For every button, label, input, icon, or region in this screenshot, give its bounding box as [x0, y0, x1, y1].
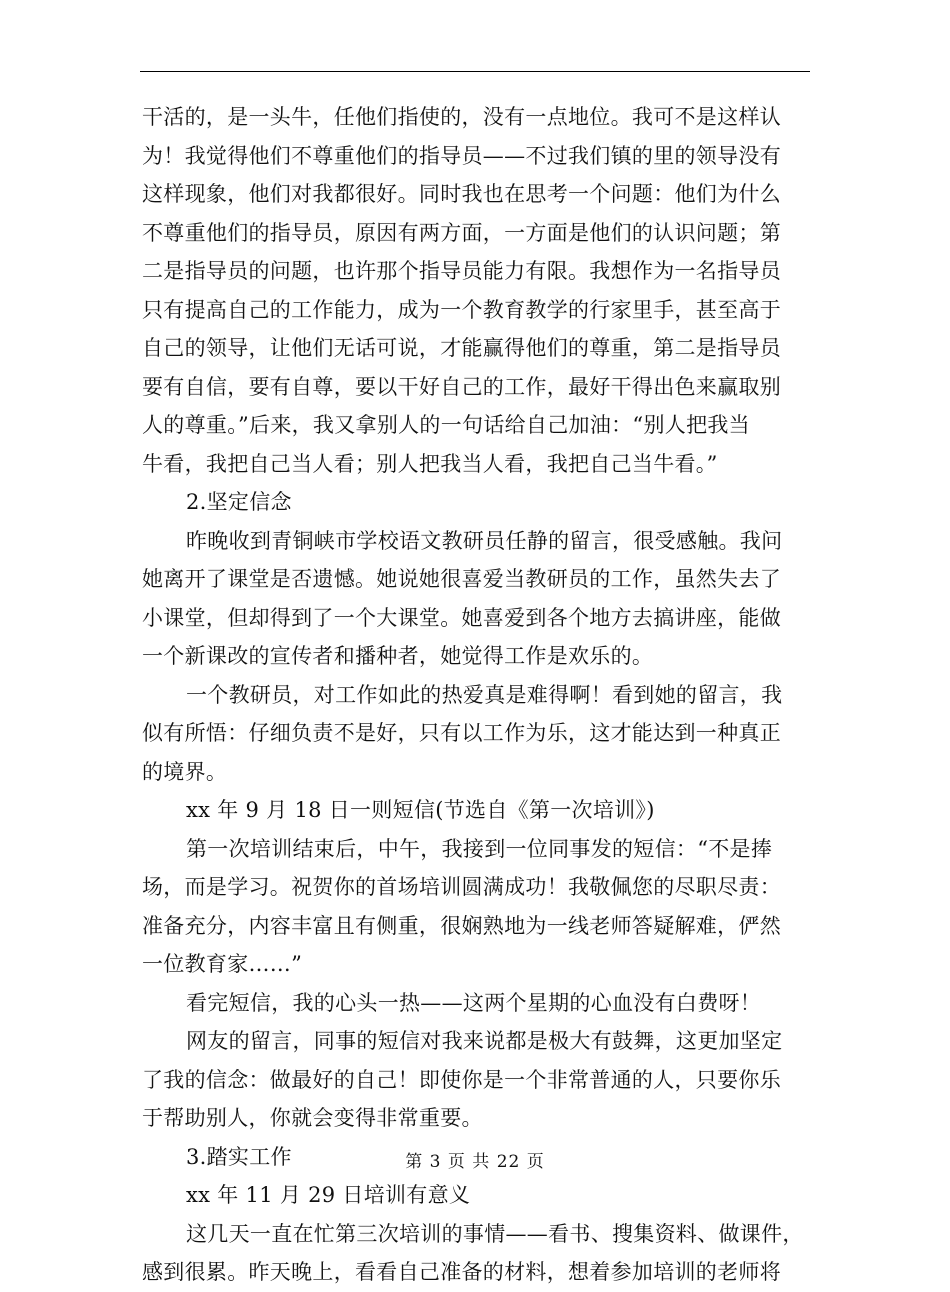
text-line: 这样现象，他们对我都很好。同时我也在思考一个问题：他们为什么	[142, 182, 781, 206]
text-line: 了我的信念：做最好的自己！即使你是一个非常普通的人，只要你乐	[142, 1067, 781, 1092]
page-footer: 第 3 页 共 22 页	[405, 1152, 545, 1172]
text-line: 为！我觉得他们不尊重他们的指导员——不过我们镇的里的领导没有	[142, 143, 781, 168]
text-line: xx 年 9 月 18 日一则短信(节选自《第一次培训》)	[186, 798, 655, 822]
text-line: 昨晚收到青铜峡市学校语文教研员任静的留言，很受感触。我问	[186, 528, 783, 553]
text-line: 一个新课改的宣传者和播种者，她觉得工作是欢乐的。	[142, 644, 654, 668]
text-line: 牛看，我把自己当人看；别人把我当人看，我把自己当牛看。”	[142, 451, 718, 476]
text-line: 看完短信，我的心头一热——这两个星期的心血没有白费呀！	[186, 990, 762, 1015]
text-line: 一位教育家……”	[142, 952, 303, 976]
text-line: 不尊重他们的指导员，原因有两方面，一方面是他们的认识问题；第	[142, 220, 781, 245]
text-line: 3.踏实工作	[186, 1144, 292, 1169]
text-line: 要有自信，要有自尊，要以干好自己的工作，最好干得出色来赢取别	[142, 374, 781, 399]
text-line: 人的尊重。”后来，我又拿别人的一句话给自己加油：“别人把我当	[142, 413, 750, 437]
text-line: 准备充分，内容丰富且有侧重，很娴熟地为一线老师答疑解难，俨然	[142, 913, 781, 938]
text-line: 干活的，是一头牛，任他们指使的，没有一点地位。我可不是这样认	[142, 105, 781, 129]
text-line: 二是指导员的问题，也许那个指导员能力有限。我想作为一名指导员	[142, 259, 781, 283]
text-line: 第一次培训结束后，中午，我接到一位同事发的短信：“不是捧	[186, 836, 773, 861]
text-line: 2.坚定信念	[186, 490, 292, 514]
text-line: 只有提高自己的工作能力，成为一个教育教学的行家里手，甚至高于	[142, 297, 781, 322]
text-line: 自己的领导，让他们无话可说，才能赢得他们的尊重，第二是指导员	[142, 336, 781, 360]
text-line: 的境界。	[142, 759, 228, 784]
text-line: 网友的留言，同事的短信对我来说都是极大有鼓舞，这更加坚定	[186, 1029, 783, 1053]
text-line: 这几天一直在忙第三次培训的事情——看书、搜集资料、做课件，	[186, 1221, 804, 1246]
text-line: 感到很累。昨天晚上，看看自己准备的材料，想着参加培训的老师将	[142, 1260, 781, 1284]
header-rule	[140, 71, 810, 72]
text-line: 于帮助别人，你就会变得非常重要。	[142, 1106, 483, 1130]
text-line: 场，而是学习。祝贺你的首场培训圆满成功！我敬佩您的尽职尽责：	[142, 875, 781, 899]
text-line: 一个教研员，对工作如此的热爱真是难得啊！看到她的留言，我	[186, 682, 783, 707]
text-line: 小课堂，但却得到了一个大课堂。她喜爱到各个地方去搞讲座，能做	[142, 605, 781, 630]
text-line: 她离开了课堂是否遗憾。她说她很喜爱当教研员的工作，虽然失去了	[142, 567, 781, 591]
text-line: 似有所悟：仔细负责不是好，只有以工作为乐，这才能达到一种真正	[142, 721, 781, 745]
document-body	[142, 98, 810, 1292]
text-line: xx 年 11 月 29 日培训有意义	[186, 1183, 471, 1207]
